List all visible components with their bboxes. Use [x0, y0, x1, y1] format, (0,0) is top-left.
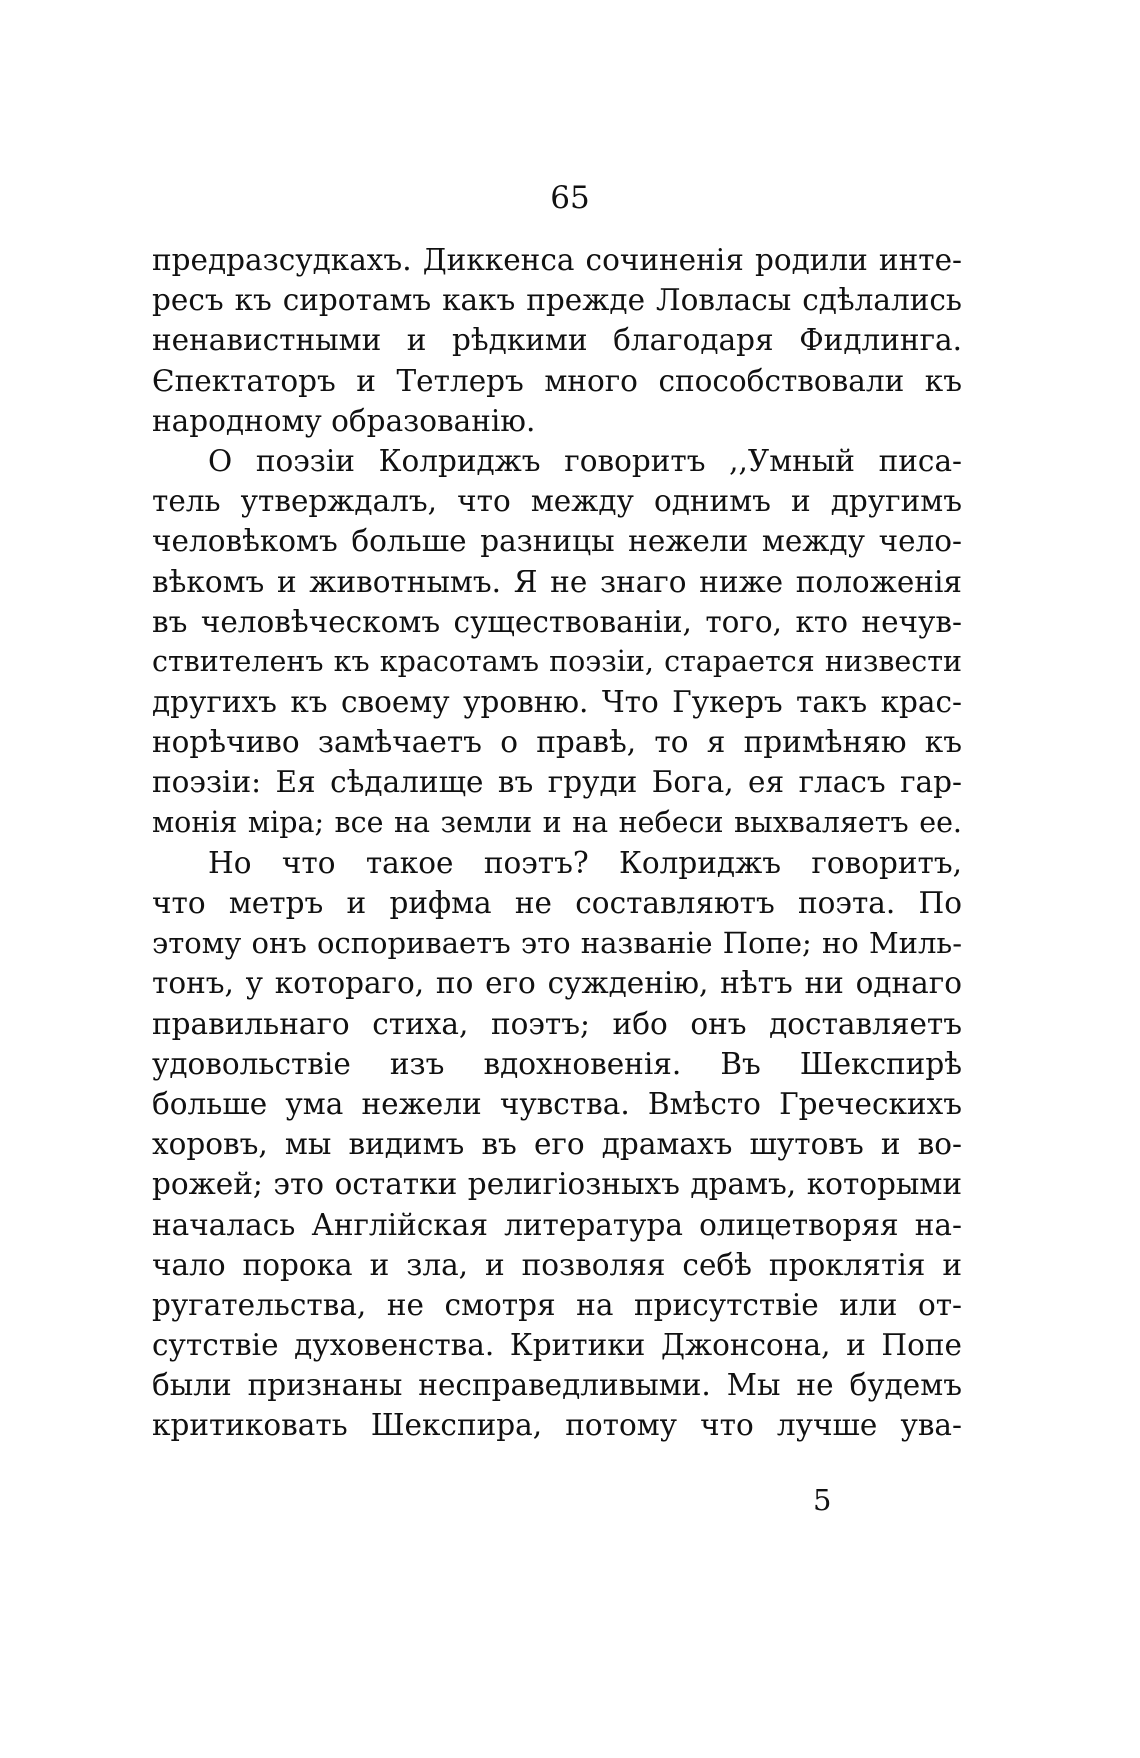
text-line: предразсудкахъ. Диккенса сочиненія родили инте-	[152, 243, 962, 277]
text-line: ресъ къ сиротамъ какъ прежде Ловласы сдѣлались	[152, 283, 962, 318]
text-line: ругательства, не смотря на присутствіе или от-	[152, 1287, 962, 1322]
text-line: Єпектаторъ и Тетлеръ много способствовали къ	[152, 363, 962, 398]
text-line: критиковать Шекспира, потому что лучше ува-	[152, 1408, 962, 1443]
text-line: норѣчиво замѣчаетъ о правѣ, то я примѣняю къ	[152, 725, 962, 760]
text-line: больше ума нежели чувства. Вмѣсто Греческихъ	[152, 1086, 962, 1121]
text-line: тонъ, у котораго, по его сужденію, нѣтъ ни однаго	[152, 966, 962, 1001]
text-line: поэзіи: Ея сѣдалище въ груди Бога, ея гласъ гар-	[152, 765, 962, 800]
text-line: Но что такое поэтъ? Колриджъ говоритъ,	[208, 845, 962, 880]
text-line: чало порока и зла, и позволяя себѣ проклятія и	[152, 1247, 962, 1282]
text-line: ствителенъ къ красотамъ поэзіи, старается низвести	[152, 644, 962, 678]
signature-mark: 5	[813, 1483, 832, 1517]
text-line: ненавистными и рѣдкими благодаря Фидлинга.	[152, 323, 962, 358]
text-line: были признаны несправедливыми. Мы не будемъ	[152, 1368, 962, 1403]
text-line: О поэзіи Колриджъ говоритъ ,,Умный писа-	[208, 443, 962, 478]
page-number: 65	[550, 180, 590, 216]
text-line: народному образованію.	[152, 403, 536, 438]
text-line: хоровъ, мы видимъ въ его драмахъ шутовъ и во-	[152, 1127, 962, 1162]
text-line: этому онъ оспориваетъ это названіе Попе; но Миль-	[152, 926, 962, 961]
text-line: удовольствіе изъ вдохновенія. Въ Шекспирѣ	[152, 1046, 962, 1081]
text-line: что метръ и рифма не составляютъ поэта. По	[152, 886, 962, 920]
text-line: началась Англійская литература олицетворяя на-	[152, 1207, 962, 1242]
text-line: рожей; это остатки религіозныхъ драмъ, которыми	[152, 1167, 962, 1202]
text-line: правильнаго стиха, поэтъ; ибо онъ доставляетъ	[152, 1006, 962, 1041]
text-line: другихъ къ своему уровню. Что Гукеръ такъ крас-	[152, 685, 962, 720]
text-line: тель утверждалъ, что между однимъ и другимъ	[152, 484, 962, 519]
text-line: вѣкомъ и животнымъ. Я не знаго ниже положенія	[152, 564, 962, 599]
text-line: сутствіе духовенства. Критики Джонсона, и Попе	[152, 1328, 962, 1363]
body-text	[152, 240, 962, 1446]
text-line: человѣкомъ больше разницы нежели между чело-	[152, 524, 962, 559]
text-line: монія міра; все на земли и на небеси выхваляетъ ее.	[152, 805, 962, 839]
text-line: въ человѣческомъ существованіи, того, кто нечув-	[152, 604, 962, 639]
